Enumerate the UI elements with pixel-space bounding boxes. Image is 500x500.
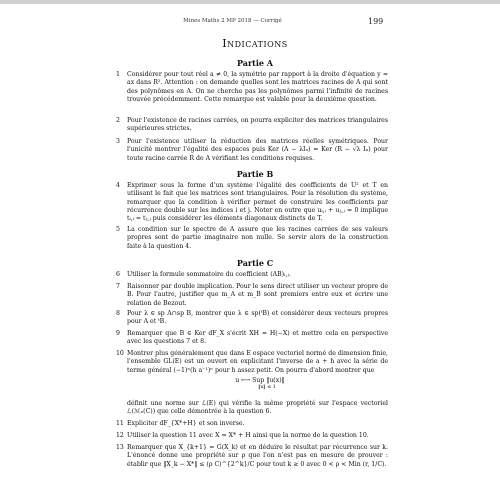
hint-number: 3 — [116, 138, 120, 145]
hint-text: Remarquer que B ∈ Ker dF_X s'écrit XH = H(−X) et mettre cela en perspective avec les questions 7 et 8. — [127, 330, 388, 346]
hint-item-13 — [116, 444, 388, 469]
hint-item-12 — [116, 432, 388, 440]
running-header: Mines Maths 2 MP 2018 — Corrigé — [183, 18, 282, 24]
hint-number: 12 — [116, 432, 124, 439]
hint-text: Montrer plus généralement que dans E espace vectoriel normé de dimension finie, l'ensemble GL(E) est un ouvert en explicitant l'inverse de a + h avec la série de terme général (−1)ⁿ(h a⁻¹)ⁿ pour h assez petit. On pourra d'abord montrer que — [127, 350, 388, 374]
hint-number: 5 — [116, 226, 120, 233]
hint-text: Raisonner par double implication. Pour le sens direct utiliser un vecteur propre de B. Pour l'autre, justifier que m_A et m_B sont premiers entre eux et écrire une relation de Bezout. — [127, 283, 388, 307]
hint-item-1 — [116, 71, 388, 104]
hint-text: Pour l'existence utiliser la réduction des matrices réelles symétriques. Pour l'unicité montrer l'égalité des espaces puis Ker (A − λIₙ) = Ker (R − √λ Iₙ) pour toute racine carrée R de A vérifiant les conditions requises. — [127, 138, 388, 162]
hint-number: 9 — [116, 330, 120, 337]
hint-item-4 — [116, 182, 388, 223]
hint-number: 6 — [116, 271, 120, 278]
part-c-title: Partie C — [236, 258, 274, 268]
page-number: 199 — [368, 17, 384, 26]
hint-item-9 — [116, 330, 388, 347]
norm-formula — [220, 377, 300, 390]
hint-text: Remarquer que X_{k+1} = G(X_k) et en déduire le résultat par récurrence sur k. L'énoncé donne une propriété sur ρ que l'on n'est pas en mesure de prouver : établir que ‖X_k − X*‖ ≤ (ρ C)^{2^k}/C pour tout k ≥ 0 avec 0 < ρ < Min (r, 1/C). — [127, 444, 388, 468]
formula-subscript: ‖x‖ ≤ 1 — [258, 385, 276, 390]
part-a-title: Partie A — [236, 58, 273, 68]
hint-number: 4 — [116, 182, 120, 189]
hint-item-2 — [116, 117, 388, 134]
hint-text: La condition sur le spectre de A assure que les racines carrées de ses valeurs propres sont de partie imaginaire non nulle. Se servir alors de la construction faite à la question 4. — [127, 226, 388, 250]
hint-text: Pour λ ∈ sp A∩sp B, montrer que λ ∈ sp(ᵗB) et considérer deux vecteurs propres pour A et ᵗB. — [127, 310, 388, 326]
hint-item-8 — [116, 310, 388, 327]
hint-text: définit une norme sur ℒ(E) qui vérifie la même propriété sur l'espace vectoriel ℒ(ℳₙ(C)) que celle démontrée à la question 6. — [127, 400, 388, 416]
hint-number: 7 — [116, 283, 120, 290]
formula-map: u ⟼ Sup ‖u(x)‖ — [235, 377, 285, 384]
hint-text: Exprimer sous la forme d'un système l'égalité des coefficients de U² et T en utilisant le fait que les matrices sont triangulaires. Pour la résolution du système, remarquer que la condition à vérifier permet de construire les coefficients par récurrence double sur les indices i et j. Noter en outre que uᵢ,ᵢ + uⱼ,ⱼ = 0 implique tᵢ,ᵢ = tⱼ,ⱼ puis considérer les éléments diagonaux distincts de T. — [127, 182, 388, 223]
hint-item-3 — [116, 138, 388, 163]
hint-number: 13 — [116, 444, 124, 451]
hint-number: 2 — [116, 117, 120, 124]
hint-item-10-continued — [116, 400, 388, 417]
hint-item-10 — [116, 350, 388, 375]
hint-text: Considérer pour tout réel a ≠ 0, la symétrie par rapport à la droite d'équation y = ax dans R². Attention : on demande quelles sont les matrices racines de A qui sont des polynômes en A. On ne cherche pas les polynômes parmi l'infinité de racines trouvée précédemment. Cette remarque est valable pour la deuxième question. — [127, 71, 388, 103]
hint-item-7 — [116, 283, 388, 308]
hint-number: 1 — [116, 71, 120, 78]
hint-text: Expliciter dF_{X*+H} et son inverse. — [127, 420, 245, 427]
hint-item-6 — [116, 271, 388, 279]
hint-number: 8 — [116, 310, 120, 317]
hint-item-11 — [116, 420, 388, 428]
page-title: Indications — [222, 37, 288, 50]
hint-text: Pour l'existence de racines carrées, on pourra expliciter des matrices triangulaires supérieures strictes. — [127, 117, 388, 133]
hint-number: 10 — [116, 350, 124, 357]
page-top-edge — [0, 0, 500, 4]
hint-text: Utiliser la formule sommatoire du coefficient (AB)ᵢ,ⱼ. — [127, 271, 291, 278]
hint-number: 11 — [116, 420, 124, 427]
part-b-title: Partie B — [236, 169, 274, 179]
hint-text: Utiliser la question 11 avec X = X* + H ainsi que la norme de la question 10. — [127, 432, 369, 439]
hint-item-5 — [116, 226, 388, 251]
